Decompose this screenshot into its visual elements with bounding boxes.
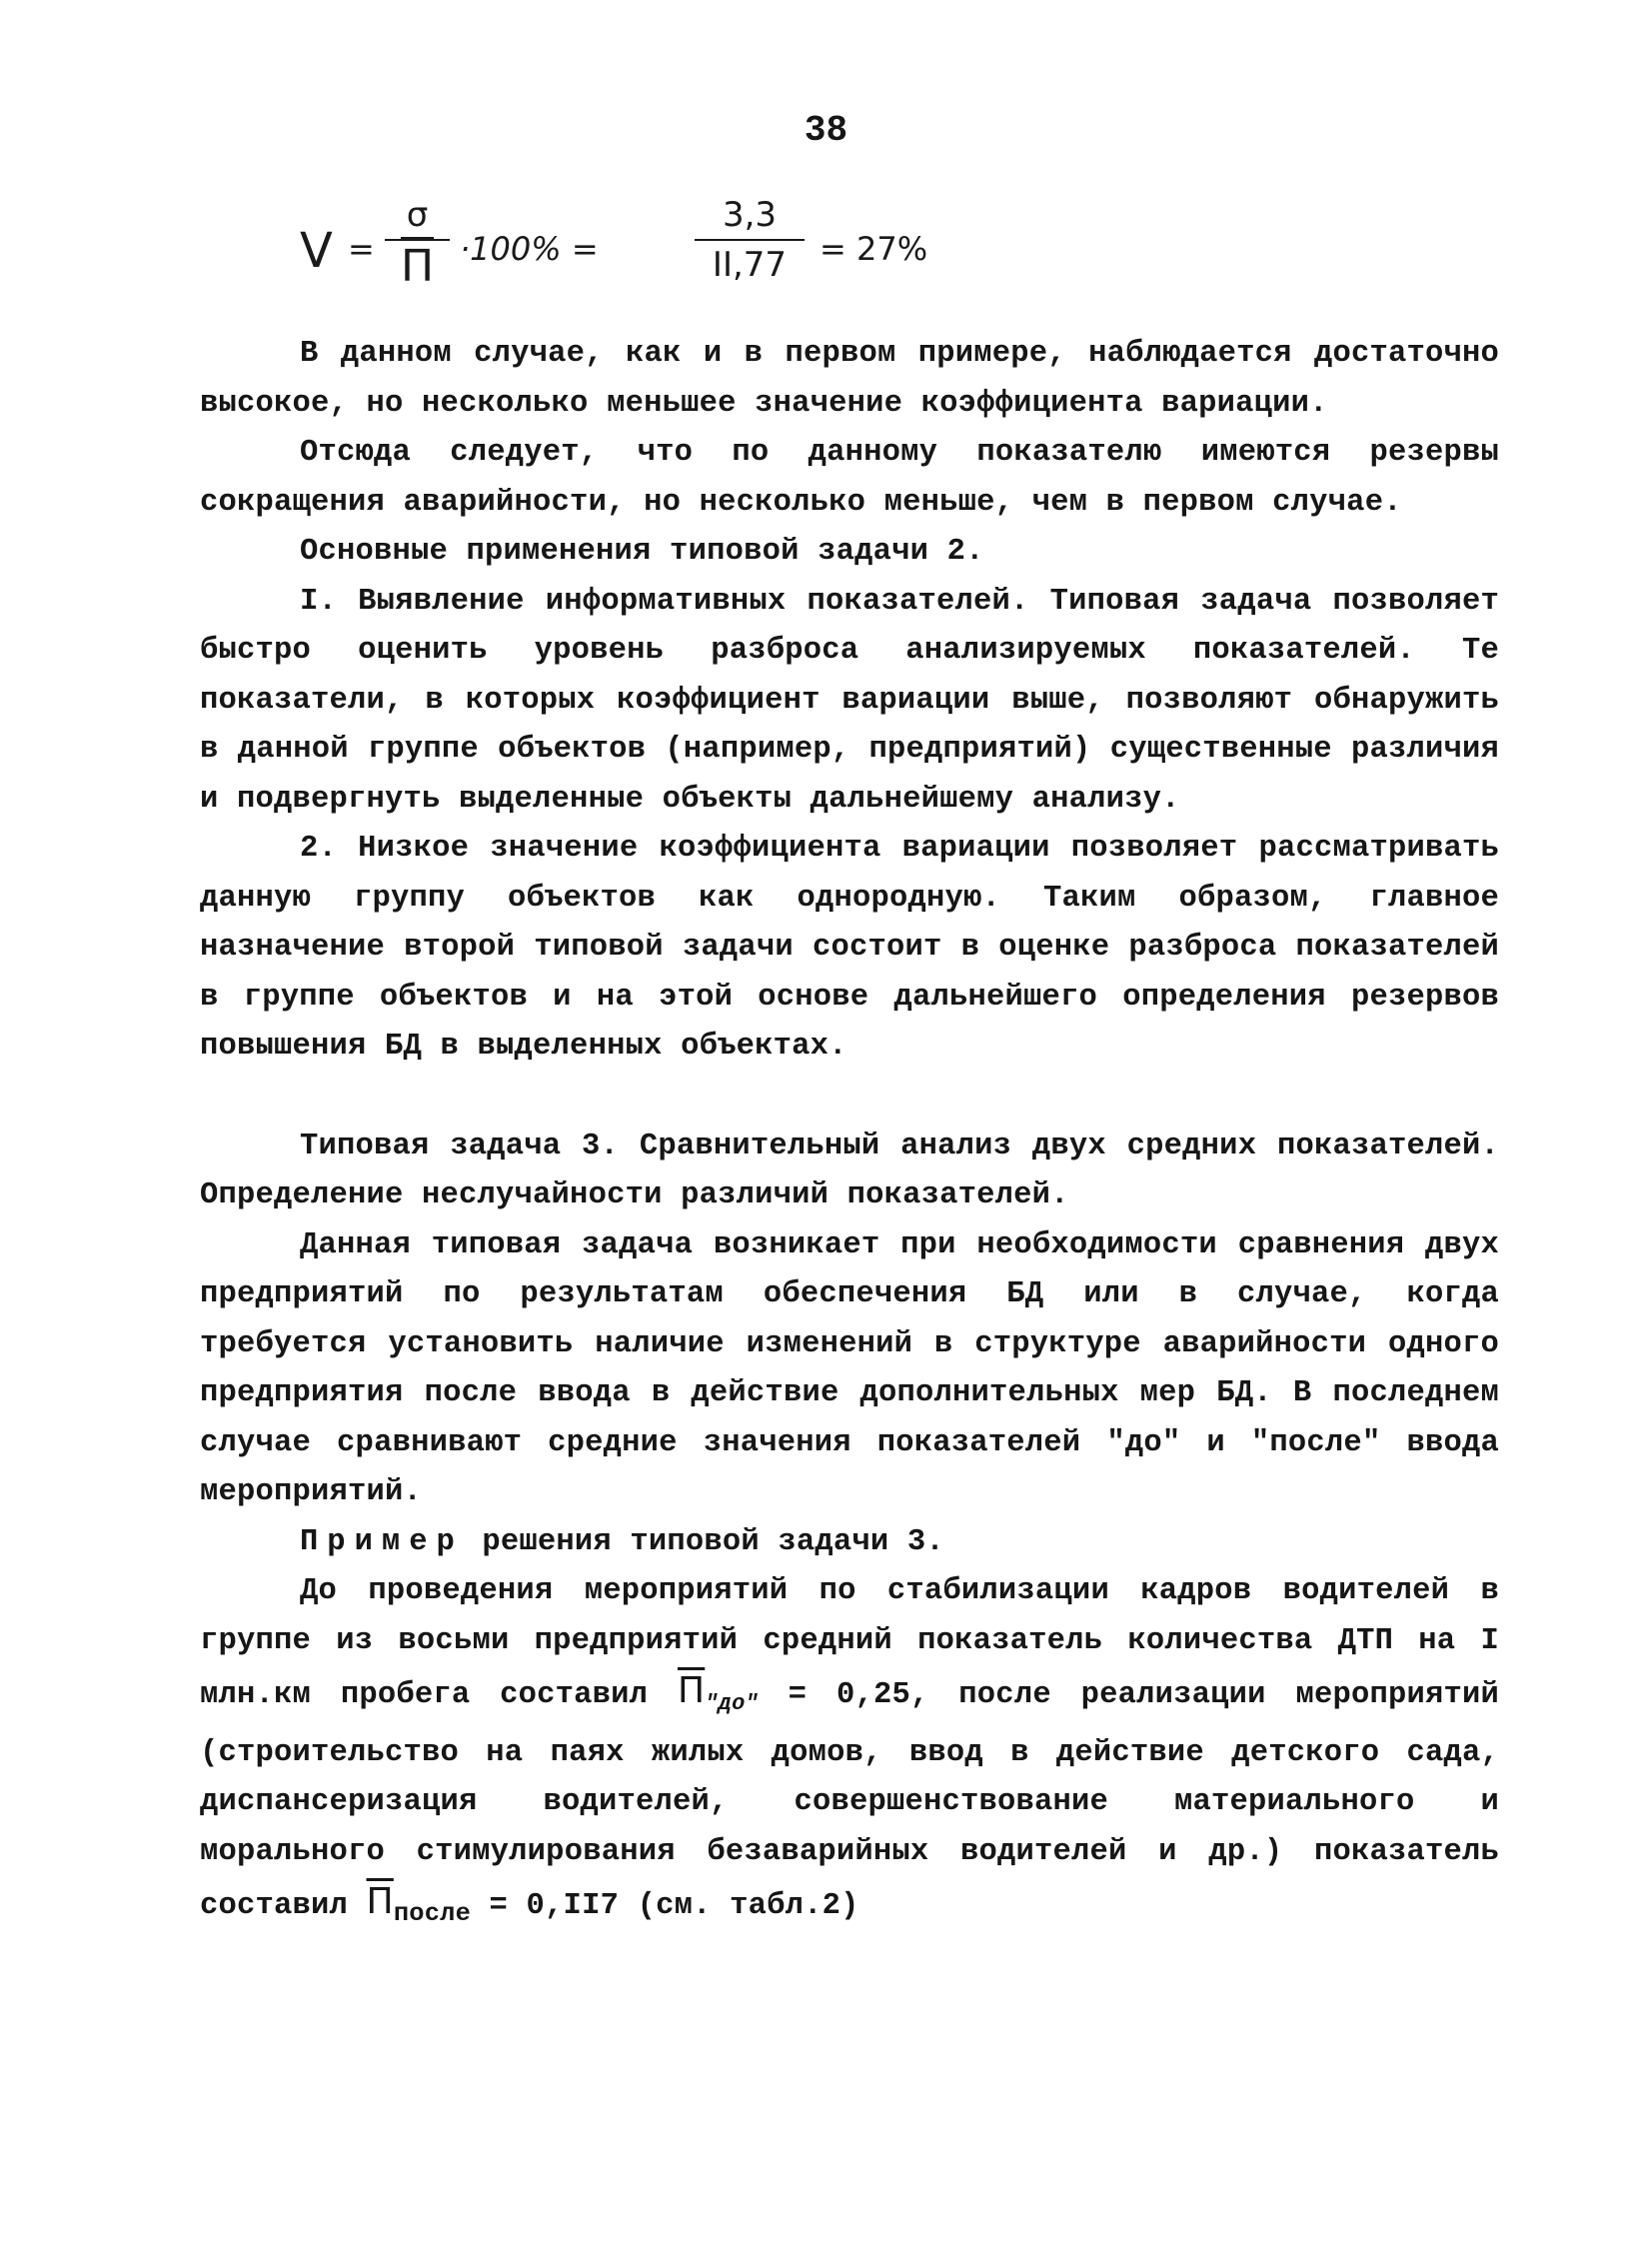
paragraph-6: Типовая задача 3. Сравнительный анализ двух средних показателей. Определение неслучайности различий показателей.	[200, 1128, 1499, 1212]
mean-subscript-before: "до"	[705, 1691, 759, 1717]
paragraph-9	[200, 1567, 1499, 1939]
fraction-2-numerator: 3,3	[722, 195, 778, 235]
document-body	[200, 330, 1499, 1939]
paragraph-9-part-a: До проведения мероприятий по стабилизации кадров водителей в группе из восьми предприятий средний показатель количества ДТП на I млн.км пробега составил	[200, 1574, 1499, 1712]
formula-result: = 27%	[820, 230, 928, 268]
paragraph-5: 2. Низкое значение коэффициента вариации позволяет рассматривать данную группу объектов как однородную. Таким образом, главное назначение второй типовой задачи состоит в оценке разброса показателей в группе объектов и на этой основе дальнейшего определения резервов повышения БД в выделенных объектах.	[200, 832, 1499, 1064]
mean-symbol-before: П	[677, 1670, 706, 1711]
mean-symbol-after: П	[366, 1881, 394, 1923]
variation-formula	[300, 195, 999, 295]
page-number: 38	[804, 110, 848, 151]
fraction-1-numerator: σ	[406, 195, 429, 235]
section-gap	[200, 1073, 1499, 1122]
paragraph-8	[200, 1518, 1499, 1568]
paragraph-4: I. Выявление информативных показателей. Типовая задача позволяет быстро оценить уровень разброса анализируемых показателей. Те показатели, в которых коэффициент вариации выше, позволяют обнаружить в данной группе объектов (например, предприятий) существенные различия и подвергнуть выделенные объекты дальнейшему анализу.	[200, 584, 1499, 817]
formula-equals: =	[348, 230, 375, 268]
paragraph-9-part-c: = 0,II7 (см. табл.2)	[471, 1889, 859, 1924]
paragraph-2: Отсюда следует, что по данному показателю имеются резервы сокращения аварийности, но несколько меньше, чем в первом случае.	[200, 436, 1499, 520]
formula-fraction-1	[385, 195, 450, 292]
paragraph-7: Данная типовая задача возникает при необходимости сравнения двух предприятий по результатам обеспечения БД или в случае, когда требуется установить наличие изменений в структуре аварийности одного предприятия после ввода в действие дополнительных мер БД. В последнем случае сравнивают средние значения показателей "до" и "после" ввода мероприятий.	[200, 1227, 1499, 1509]
example-label: Пример	[300, 1524, 464, 1559]
formula-percent: ·100% =	[460, 230, 599, 268]
paragraph-1: В данном случае, как и в первом примере, наблюдается достаточно высокое, но несколько меньшее значение коэффициента вариации.	[200, 337, 1499, 421]
formula-lhs: V	[300, 223, 333, 279]
paragraph-3: Основные применения типовой задачи 2.	[300, 535, 984, 569]
paragraph-9-part-b: = 0,25, после реализации мероприятий (строительство на паях жилых домов, ввод в действие детского сада, диспансеризация водителей, совершенствование материального и морального стимулирования безаварийных водителей и др.) показатель составил	[200, 1678, 1499, 1924]
fraction-1-denominator: П	[400, 241, 435, 292]
example-rest: решения типовой задачи 3.	[463, 1524, 944, 1559]
mean-subscript-after: после	[393, 1899, 472, 1929]
formula-fraction-2	[695, 195, 805, 285]
fraction-2-denominator: II,77	[712, 245, 788, 285]
fraction-2-bar	[695, 239, 805, 241]
